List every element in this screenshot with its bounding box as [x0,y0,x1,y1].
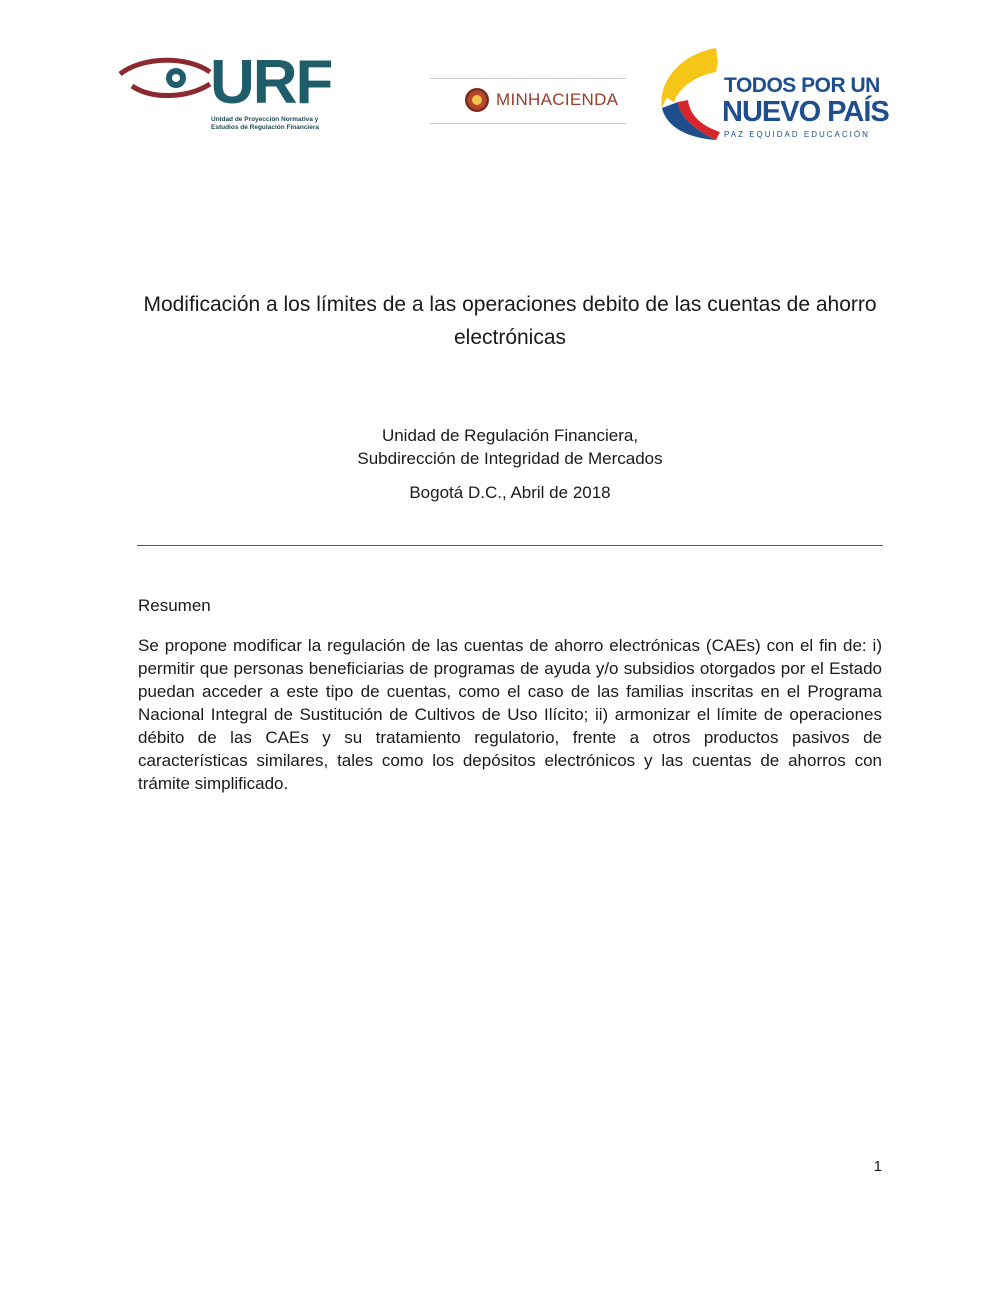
todos-por-un-nuevo-pais-logo [656,46,889,146]
todos-tagline: PAZ EQUIDAD EDUCACIÓN [724,130,870,139]
summary-paragraph: Se propone modificar la regulación de las cuentas de ahorro electrónicas (CAEs) con el fin de: i) permitir que personas beneficiarias de programas de ayuda y/o subsidios otorgados por el Estado puedan acceder a este tipo de cuentas, como el caso de las familias inscritas en el Programa Nacional Integral de Sustitución de Cultivos de Uso Ilícito; ii) armonizar el límite de operaciones débito de las CAEs y su tratamiento regulatorio, frente a otros productos pasivos de características similares, tales como los depósitos electrónicos y las cuentas de ahorros con trámite simplificado. [138,636,882,793]
coat-of-arms-icon [465,88,489,112]
flag-swoosh-icon [656,46,726,146]
urf-logo [118,48,332,140]
document-title: Modificación a los límites de a las operaciones debito de las cuentas de ahorro electrónicas [143,293,877,349]
summary-heading: Resumen [138,596,211,615]
minhacienda-logo [430,78,626,124]
section-divider [137,545,883,546]
organization-name: Unidad de Regulación Financiera, [381,426,639,445]
document-date: Bogotá D.C., Abril de 2018 [409,483,611,502]
urf-wordmark: URF [210,48,332,117]
organization-subdivision: Subdirección de Integridad de Mercados [357,449,663,468]
todos-line2: NUEVO PAÍS [722,96,889,128]
minhacienda-wordmark: MINHACIENDA [496,90,619,109]
urf-subtitle: Unidad de Proyección Normativa y Estudios de Regulación Financiera [211,116,319,131]
todos-line1: TODOS POR UN [724,74,880,97]
page-number: 1 [873,1158,882,1175]
